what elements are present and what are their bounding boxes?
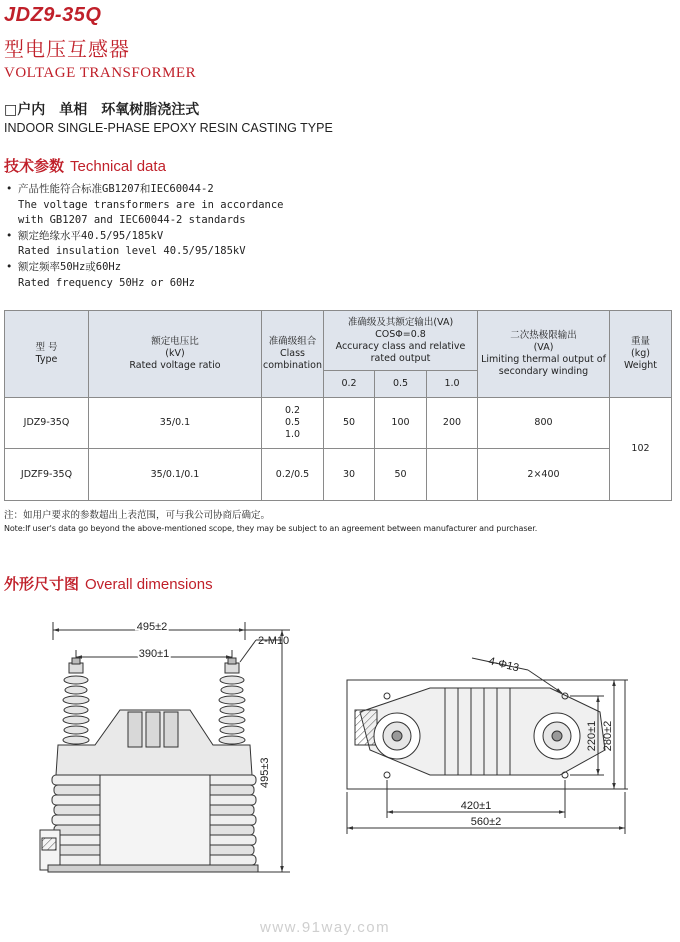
note-en: Note:If user's data go beyond the above-mentioned scope, they may be subject to an agreement between manufacturer and purchaser.	[4, 524, 538, 533]
table-row	[5, 449, 672, 501]
model-title: JDZ9-35Q	[4, 4, 102, 26]
spec-item-cn: 产品性能符合标准GB1207和IEC60044-2	[18, 183, 214, 195]
dimensions-heading-cn: 外形尺寸图	[4, 575, 80, 593]
header-type-en: Type	[35, 354, 58, 365]
header-thermal-cn: 二次热极限输出	[510, 330, 577, 341]
header-weight-cn: 重量	[630, 336, 650, 347]
dimension-drawing	[0, 600, 680, 910]
spec-list	[6, 182, 284, 291]
type-description-en: INDOOR SINGLE-PHASE EPOXY RESIN CASTING TYPE	[4, 121, 333, 135]
spec-item-en: with GB1207 and IEC60044-2 standards	[18, 214, 246, 227]
header-accuracy-col: 0.5	[375, 371, 427, 398]
cell-class-value: 0.2	[284, 405, 301, 416]
header-weight-en: Weight	[623, 360, 658, 371]
cell-ratio: 35/0.1	[89, 398, 262, 449]
header-thermal-en: Limiting thermal output of	[481, 354, 606, 365]
base-plate	[48, 865, 258, 872]
hole-span-y-label: 220±1	[586, 720, 598, 752]
cell-output-05: 50	[375, 449, 427, 501]
cell-class-value: 0.5	[284, 417, 301, 428]
chinese-title: 型电压互感器	[4, 37, 130, 61]
dimensions-heading	[4, 573, 213, 594]
front-width-label: 495±2	[136, 621, 168, 633]
bullet: •	[6, 183, 13, 195]
spec-item	[6, 260, 284, 276]
header-thermal-unit: (VA)	[533, 342, 554, 353]
technical-heading-en: Technical data	[70, 158, 166, 175]
table-header-row	[5, 311, 672, 371]
cell-output-02: 50	[324, 398, 375, 449]
cell-class-value: 1.0	[284, 429, 301, 440]
header-accuracy-en: rated output	[370, 352, 431, 364]
right-bushing	[219, 658, 245, 744]
table-row	[5, 398, 672, 449]
watermark: www.91way.com	[260, 919, 391, 936]
cell-type: JDZF9-35Q	[5, 449, 89, 501]
terminal-box-top	[355, 710, 377, 745]
spec-item-cn: 额定频率50Hz或60Hz	[18, 260, 122, 273]
cell-output-05: 100	[375, 398, 427, 449]
header-class-cn: 准确级组合	[268, 336, 317, 347]
spec-item-cn: 额定绝缘水平40.5/95/185kV	[18, 229, 164, 242]
hole-span-x-label: 420±1	[460, 800, 492, 812]
spec-item	[6, 229, 284, 245]
header-thermal	[478, 311, 610, 398]
header-accuracy-col: 1.0	[427, 371, 478, 398]
body-front-panel	[100, 775, 210, 867]
header-accuracy-col: 0.2	[324, 371, 375, 398]
bolt-span-label: 390±1	[138, 648, 170, 660]
header-weight-unit: (kg)	[631, 348, 650, 359]
spec-table	[4, 310, 672, 501]
header-accuracy-en: Accuracy class and relative	[335, 340, 466, 352]
spec-item	[6, 182, 284, 198]
cell-class: 0.2/0.5	[262, 449, 324, 501]
header-ratio	[89, 311, 262, 398]
header-class-en: combination	[263, 360, 322, 371]
cell-weight: 102	[610, 398, 672, 501]
cell-type: JDZ9-35Q	[5, 398, 89, 449]
cell-thermal: 2×400	[478, 449, 610, 501]
base-y-label: 280±2	[602, 720, 614, 752]
bolt-label: 2-M10	[258, 635, 290, 647]
technical-heading-cn: 技术参数	[4, 157, 65, 175]
english-title: VOLTAGE TRANSFORMER	[4, 65, 197, 81]
header-weight	[610, 311, 672, 398]
header-accuracy-cos: COSΦ=0.8	[375, 328, 426, 340]
cell-thermal: 800	[478, 398, 610, 449]
header-ratio-en: Rated voltage ratio	[129, 360, 221, 371]
header-ratio-unit: (kV)	[165, 348, 185, 359]
header-class-en: Class	[280, 348, 305, 359]
dimensions-heading-en: Overall dimensions	[85, 576, 213, 593]
spec-item-en: Rated frequency 50Hz or 60Hz	[18, 276, 196, 289]
table-note	[4, 509, 537, 535]
cell-ratio: 35/0.1/0.1	[89, 449, 262, 501]
left-bushing	[63, 658, 89, 744]
type-description-cn: □户内 单相 环氧树脂浇注式	[4, 102, 200, 118]
holes-label: 4-Φ13	[487, 655, 521, 675]
technical-data-heading	[4, 155, 166, 176]
bullet: •	[6, 229, 13, 242]
header-accuracy-cn: 准确级及其额定输出(VA)	[347, 316, 454, 328]
note-cn: 注：如用户要求的参数超出上表范围，可与我公司协商后确定。	[4, 510, 271, 521]
cell-output-10: 200	[427, 398, 478, 449]
cell-output-02: 30	[324, 449, 375, 501]
header-type-cn: 型 号	[35, 342, 58, 353]
bullet: •	[6, 260, 13, 273]
header-type	[5, 311, 89, 398]
header-class	[262, 311, 324, 398]
header-ratio-cn: 额定电压比	[151, 336, 199, 347]
base-x-label: 560±2	[470, 816, 502, 828]
front-height-label: 495±3	[259, 757, 271, 788]
header-thermal-en: secondary winding	[498, 366, 589, 377]
cell-output-10	[427, 449, 478, 501]
spec-item-en: Rated insulation level 40.5/95/185kV	[18, 245, 246, 258]
spec-item-en: The voltage transformers are in accordance	[18, 198, 284, 211]
cell-class	[262, 398, 324, 449]
header-accuracy	[324, 311, 478, 371]
